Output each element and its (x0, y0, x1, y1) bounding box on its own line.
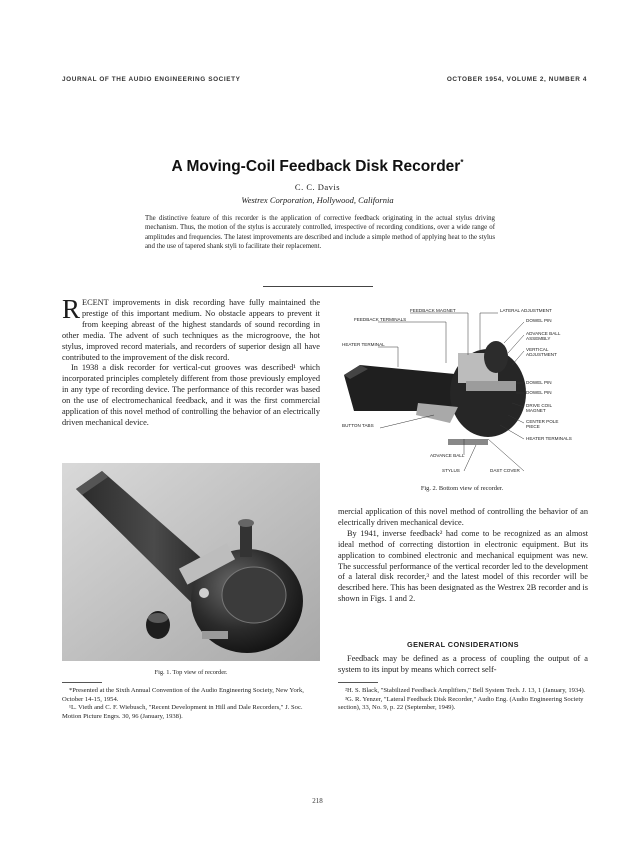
label-advance-ball: ADVANCE BALL (430, 453, 465, 458)
label-vertical-adjustment: VERTICAL ADJUSTMENT (526, 347, 557, 357)
label-advance-ball-assembly: ADVANCE BALL ASSEMBLY (526, 331, 561, 341)
figure-1-photo (62, 463, 320, 661)
issue-header: OCTOBER 1954, VOLUME 2, NUMBER 4 (446, 76, 587, 83)
abstract: The distinctive feature of this recorder is the application of corrective feedback originating in the actual stylus driving mechanism. Thus, the motion of the stylus is accurately controlled, irrespective of recording conditions, over a wide range of amplitudes and frequencies. The latest improvements are described and include a simple method of applying heat to the stylus and the use of tapered shank styli to facilitate their replacement. (145, 215, 495, 251)
label-dowel-pin-1: DOWEL PIN (526, 318, 552, 323)
label-button-tabs: BUTTON TABS (342, 423, 374, 428)
affiliation: Westrex Corporation, Hollywood, California (241, 195, 394, 205)
section-heading: GENERAL CONSIDERATIONS (407, 640, 519, 649)
title-divider (263, 286, 373, 287)
title-text: A Moving-Coil Feedback Disk Recorder (171, 158, 461, 175)
journal-header: JOURNAL OF THE AUDIO ENGINEERING SOCIETY (62, 76, 241, 83)
label-dowel-pin-3: DOWEL PIN (526, 390, 552, 395)
left-column-text (62, 294, 320, 429)
paragraph-definition: Feedback may be defined as a process of coupling the output of a system to its input by means which correct self- (338, 654, 588, 674)
footnotes-right (338, 687, 588, 713)
label-dast-cover: DAST COVER (490, 468, 520, 473)
label-feedback-terminals: FEEDBACK TERMINALS (354, 317, 407, 322)
footnote-rule-right (338, 682, 378, 683)
right-column-text-2 (338, 654, 588, 676)
label-heater-terminals: HEATER TERMINALS (526, 436, 572, 441)
footnote-presented: *Presented at the Sixth Annual Convention of the Audio Engineering Society, New York, October 14-15, 1954. (62, 687, 304, 703)
paragraph-intro-text: ECENT improvements in disk recording have fully maintained the prestige of this important medium. No obstacle appears to prevent it from keeping abreast of the highest standards of sound recording in other media. The advent of such techniques as the microgroove, the hot stylus, improved record materials, and recorders of superior design all have contributed to the improvement of the disk record. (62, 298, 320, 362)
right-column-text (338, 507, 588, 605)
figure-2-callouts (338, 303, 586, 479)
paragraph-intro (62, 294, 320, 363)
label-feedback-magnet: FEEDBACK MAGNET (410, 308, 456, 313)
label-center-pole-piece: CENTER POLE PIECE (526, 419, 559, 429)
title-footnote-mark: * (460, 158, 464, 167)
footnotes-left (62, 687, 320, 721)
paragraph-history: In 1938 a disk recorder for vertical-cut grooves was described¹ which incorporated principles completely different from those previously employed in any type of recording device. The performance of this recorder was based on the use of electromechanical feedback, and it was the first commercial application of this novel method of controlling the behavior of an electrically driven mechanical device. (62, 363, 320, 427)
label-heater-terminal: HEATER TERMINAL (342, 342, 385, 347)
figure-2-caption: Fig. 2. Bottom view of recorder. (420, 485, 504, 492)
label-lateral-adjustment: LATERAL ADJUSTMENT (500, 308, 552, 313)
paragraph-continuation: mercial application of this novel method of controlling the behavior of an electrically driven mechanical device. (338, 507, 588, 527)
figure-1-caption: Fig. 1. Top view of recorder. (154, 669, 228, 676)
footnote-3: ³G. R. Yenzer, "Lateral Feedback Disk Recorder," Audio Eng. (Audio Engineering Society section), 33, No. 9, p. 22 (September, 1949). (338, 695, 584, 712)
label-stylus: STYLUS (442, 468, 460, 473)
author: C. C. Davis (294, 182, 341, 192)
label-dowel-pin-2: DOWEL PIN (526, 380, 552, 385)
figure-2-photo (338, 303, 586, 479)
footnote-2: ²H. S. Black, "Stabilized Feedback Amplifiers," Bell System Tech. J. 13, 1 (January, 1934). (345, 687, 586, 694)
paragraph-feedback: By 1941, inverse feedback² had come to be recognized as an almost ideal method of correcting distortion in electronic equipment. But its application to combined electronic and mechanical equipment was new. The successful performance of the vertical recorder led to the development of a lateral disk recorder,³ and the latest model of this recorder will be described here. This has been designated as the Westrex 2B recorder and is shown in Figs. 1 and 2. (338, 528, 588, 604)
label-drive-coil-magnet: DRIVE COIL MAGNET (526, 403, 552, 413)
article-title (0, 158, 635, 176)
drop-cap: R (62, 294, 81, 324)
page-number: 218 (312, 797, 323, 805)
recorder-top-view-image (62, 463, 320, 661)
footnote-1: ¹L. Vieth and C. F. Wiebusch, "Recent Development in Hill and Dale Recorders," J. Soc. Motion Picture Engrs. 30, 96 (January, 1938). (62, 704, 303, 720)
footnote-rule-left (62, 682, 102, 683)
